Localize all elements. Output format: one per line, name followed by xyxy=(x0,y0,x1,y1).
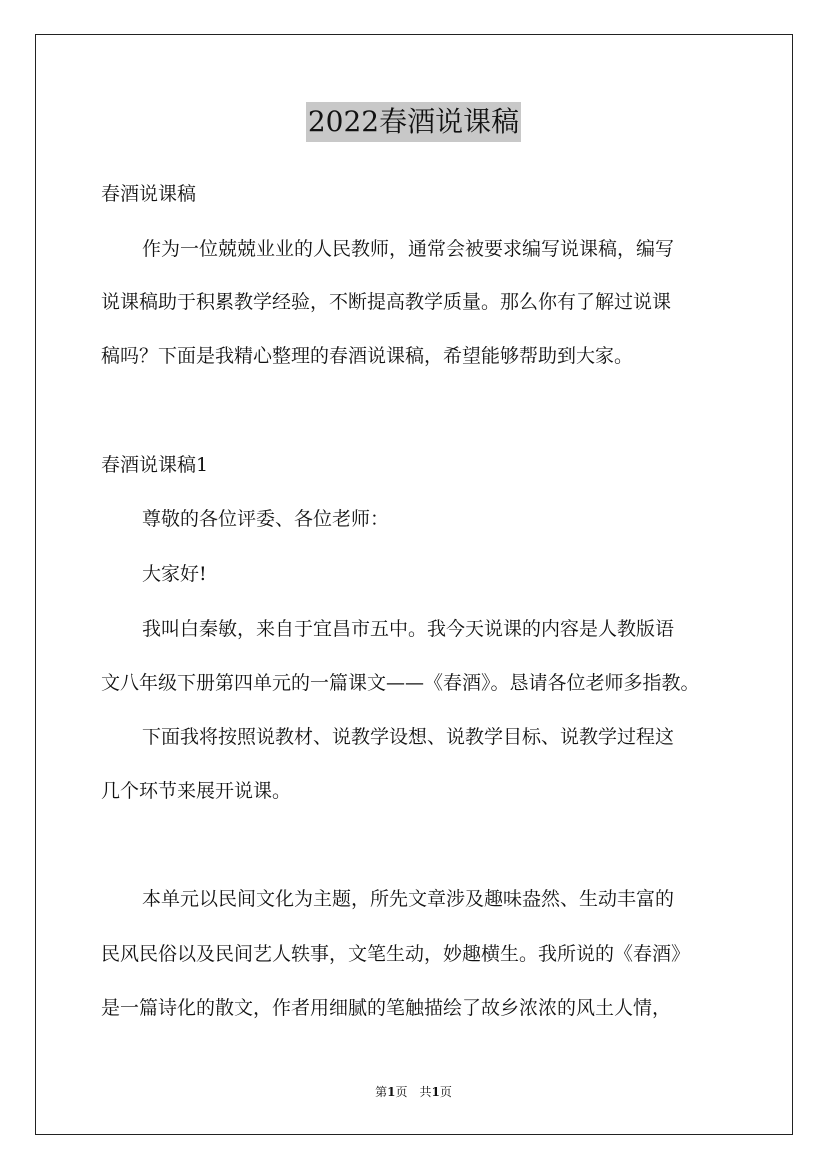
para2-line-1: 下面我将按照说教材、说教学设想、说教学目标、说教学过程这 xyxy=(142,726,675,748)
section-heading: 春酒说课稿1 xyxy=(101,454,209,476)
para3-line-2: 民风民俗以及民间艺人轶事，文笔生动，妙趣横生。我所说的《春酒》 xyxy=(101,943,691,965)
para1-line-2: 文八年级下册第四单元的一篇课文——《春酒》。恳请各位老师多指教。 xyxy=(101,672,700,694)
intro-line-3: 稿吗？下面是我精心整理的春酒说课稿，希望能够帮助到大家。 xyxy=(101,345,634,367)
para2-line-2: 几个环节来展开说课。 xyxy=(101,780,292,802)
intro-line-2: 说课稿助于积累教学经验，不断提高教学质量。那么你有了解过说课 xyxy=(101,291,672,313)
hello-line: 大家好! xyxy=(142,563,207,585)
footer-current-page: 1 xyxy=(387,1085,396,1099)
page-footer xyxy=(0,1084,827,1100)
title-container xyxy=(0,102,827,142)
para1-line-1: 我叫白秦敏，来自于宜昌市五中。我今天说课的内容是人教版语 xyxy=(142,618,675,640)
footer-total-pages: 1 xyxy=(431,1085,440,1099)
intro-heading: 春酒说课稿 xyxy=(101,183,197,205)
para3-line-3: 是一篇诗化的散文，作者用细腻的笔触描绘了故乡浓浓的风土人情， xyxy=(101,997,672,1019)
para3-line-1: 本单元以民间文化为主题，所先文章涉及趣味盎然、生动丰富的 xyxy=(142,888,675,910)
intro-line-1: 作为一位兢兢业业的人民教师，通常会被要求编写说课稿，编写 xyxy=(142,238,675,260)
footer-page-mid: 页 共 xyxy=(395,1085,432,1099)
footer-page-prefix: 第 xyxy=(375,1085,388,1099)
footer-page-suffix: 页 xyxy=(439,1085,452,1099)
document-title: 2022春酒说课稿 xyxy=(306,102,521,142)
greeting-line: 尊敬的各位评委、各位老师： xyxy=(142,508,390,530)
